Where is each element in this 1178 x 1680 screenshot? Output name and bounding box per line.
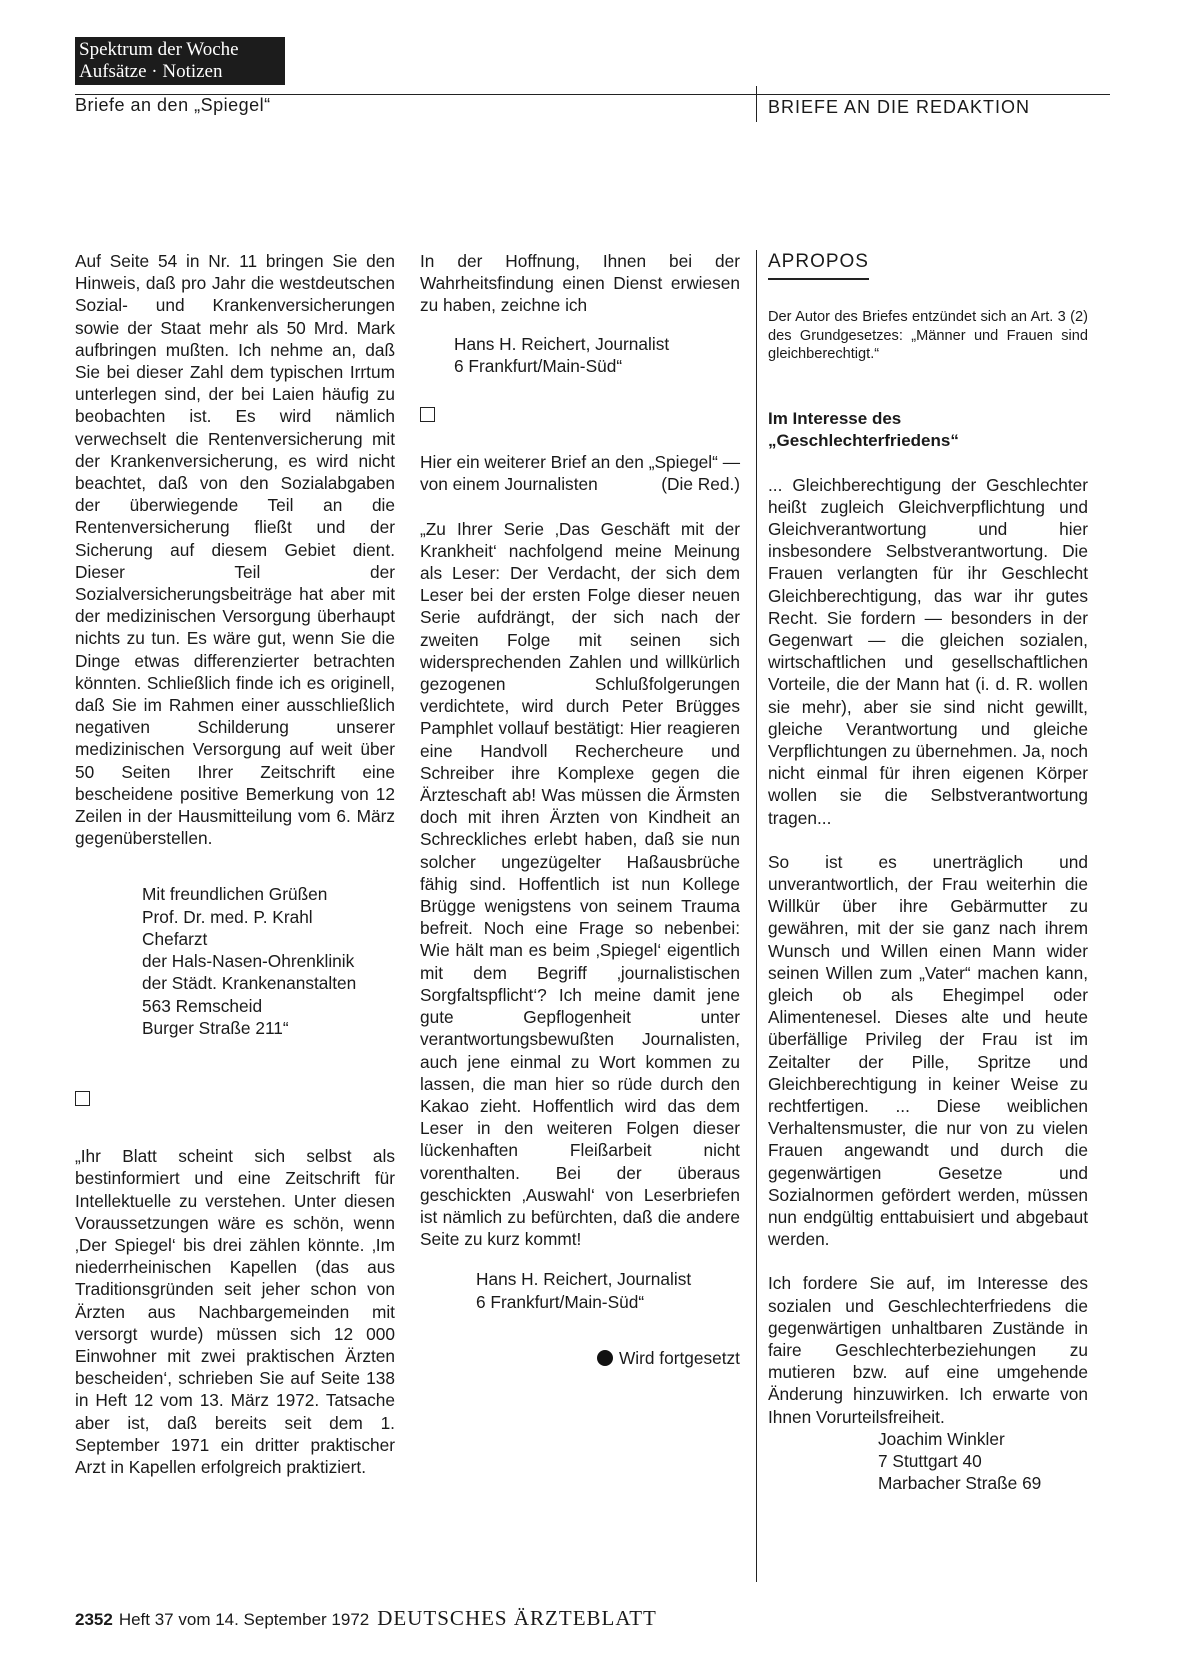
editor-intro xyxy=(420,451,740,495)
signature-line: 7 Stuttgart 40 xyxy=(878,1451,982,1472)
article-heading xyxy=(768,408,1088,452)
letter-1-body: Auf Seite 54 in Nr. 11 bringen Sie den Hinweis, daß pro Jahr die westdeutschen Sozial- und Krankenversicherungen sowie der Staat mehr als 50 Mrd. Mark aufbringen mußten. Ich nehme an, daß Sie bei dieser Zahl dem typischen Irrtum unterlegen sind, der bei Laien häufig zu beobachten ist. Es wird nämlich verwechselt die Rentenversicherung mit der Krankenversicherung, es wird nicht beachtet, daß von den Sozialabgaben der überwiegende Teil an die Rentenversicherung fließt und der Sicherung auf diesem Gebiet dient. Dieser Teil der Sozialversicherungsbeiträge hat aber mit der medizinischen Versorgung überhaupt nichts zu tun. Es wäre gut, wenn Sie die Dinge etwas differenzierter betrachten könnten. Schließlich finde ich es originell, daß Sie im Rahmen einer ausschließlich negativen Schilderung unserer medizinischen Versorgung auf weit über 50 Seiten Ihrer Zeitschrift eine bescheidene positive Bemerkung von 12 Zeilen in der Hausmitteilung vom 6. März gegenüberstellen. xyxy=(75,251,395,849)
page-footer xyxy=(75,1606,657,1631)
journal-brand: DEUTSCHES ÄRZTEBLATT xyxy=(377,1606,657,1630)
header-column-divider xyxy=(756,86,757,122)
separator-box xyxy=(420,407,435,422)
apropos-text: Der Autor des Briefes entzündet sich an Art. 3 (2) des Grundgesetzes: „Männer und Frauen sind gleichberechtigt.“ xyxy=(768,309,1088,362)
continued-label: Wird fortgesetzt xyxy=(618,1347,740,1368)
issue-info: Heft 37 vom 14. September 1972 xyxy=(118,1610,370,1629)
editor-intro-red: (Die Red.) xyxy=(661,474,740,495)
signature-line: Hans H. Reichert, Journalist xyxy=(476,1269,692,1290)
signature-line: der Städt. Krankenanstalten xyxy=(142,973,357,994)
bullet-dot-icon xyxy=(597,1350,613,1366)
letter-2-body: „Ihr Blatt scheint sich selbst als bestinformiert und eine Zeitschrift für Intellektuelle zu verstehen. Unter diesen Voraussetzungen wäre es schön, wenn ‚Der Spiegel‘ bis drei zählen könnte. ‚Im niederrheinischen Kapellen (das aus Traditionsgründen seit jeher schon von Ärzten aus Nachbargemeinden mit versorgt wurde) müssen sich 12 000 Einwohner mit zwei praktischen Ärzten bescheiden‘, schrieben Sie auf Seite 138 in Heft 12 vom 13. März 1972. Tatsache aber ist, daß bereits seit dem 1. September 1971 ein dritter praktischer Arzt in Kapellen erfolgreich praktiziert. xyxy=(75,1146,395,1477)
separator-box xyxy=(75,1091,90,1106)
section-tag-line1: Spektrum der Woche xyxy=(79,39,239,60)
letter-1-signature xyxy=(75,883,395,1038)
editor-intro-text: Hier ein weiterer Brief an den „Spiegel“ — von einem Journalisten xyxy=(420,452,740,495)
signature-line: Hans H. Reichert, Journalist xyxy=(454,333,670,354)
signature-line: 6 Frankfurt/Main-Süd“ xyxy=(454,355,623,376)
letter-2-signature xyxy=(420,333,740,377)
signature-line: Chefarzt xyxy=(142,928,208,949)
article-heading-line1: Im Interesse des xyxy=(768,408,902,428)
signature-line: Marbacher Straße 69 xyxy=(878,1473,1042,1494)
article-paragraph-1: ... Gleichberechtigung der Geschlechter heißt zugleich Gleichverpflichtung und Gleichverantwortung und hier insbesondere Selbstverantwortung. Die Frauen verlangten für ihr Geschlecht Gleichberechtigung, das war ihr gutes Recht. Sie fordern — besonders in der Gegenwart — die gleichen sozialen, wirtschaftlichen und gesellschaftlichen Vorteile, die der Mann hat (i. d. R. wollen sie mehr), aber sie sind nicht gewillt, gleiche Verantwortung und gleiche Verpflichtungen zu übernehmen. Ja, noch nicht einmal für ihren eigenen Körper wollen sie die Selbstverantwortung tragen... xyxy=(768,474,1088,828)
apropos-title: APROPOS xyxy=(768,250,869,280)
article-paragraph-3: Ich fordere Sie auf, im Interesse des sozialen und Geschlechterfriedens die gegenwärtigen unhaltbaren Zustände in faire Geschlechterbeziehungen zu mutieren bzw. auf eine umgehende Änderung hinzuwirken. Ich erwarte von Ihnen Vorurteilsfreiheit. xyxy=(768,1273,1088,1427)
signature-line: Burger Straße 211“ xyxy=(142,1017,289,1038)
signature-line: Joachim Winkler xyxy=(878,1428,1005,1449)
signature-line: 6 Frankfurt/Main-Süd“ xyxy=(476,1291,645,1312)
continued-note xyxy=(420,1347,740,1369)
column-2 xyxy=(420,250,740,1369)
signature-line: der Hals-Nasen-Ohrenklinik xyxy=(142,951,355,972)
signature-line: Mit freundlichen Grüßen xyxy=(142,884,328,905)
section-heading-right: BRIEFE AN DIE REDAKTION xyxy=(768,97,1031,117)
signature-line: Prof. Dr. med. P. Krahl xyxy=(142,906,313,927)
letter-3-body: „Zu Ihrer Serie ‚Das Geschäft mit der Krankheit‘ nachfolgend meine Meinung als Leser: Der Verdacht, der sich dem Leser bei der ersten Folge dieser neuen Serie aufdrängt, der sich nach der zweiten Folge mit seinen sich widersprechenden Zahlen und willkürlich gezogenen Schlußfolgerungen verdichtete, wird durch Peter Brügges Pamphlet vollauf bestätigt: Hier reagieren eine Handvoll Rechercheure und Schreiber ihre Komplexe gegen die Ärzteschaft ab! Was müssen die Ärmsten doch mit ihren Ärzten von Kindheit an Schreckliches erlebt haben, daß sie nun solcher ungezügelter Haßausbrüche fähig sind. Hoffentlich ist nun Kollege Brügge wenigstens von seinem Trauma befreit. Noch eine Frage so nebenbei: Wie hält man es beim ‚Spiegel‘ eigentlich mit dem Begriff ‚journalistischen Sorgfaltspflicht‘? Ich meine damit jene gute Gepflogenheit unter verantwortungsbewußten Journalisten, auch jene einmal zu Wort kommen zu lassen, die man hier so rüde durch den Kakao zieht. Hoffentlich wird das dem Leser in den weiteren Folgen dieser lückenhaften Fleißarbeit nicht vorenthalten. Bei der überaus geschickten ‚Auswahl‘ von Leserbriefen ist nämlich zu befürchten, daß die andere Seite zu kurz kommt! xyxy=(420,518,740,1250)
section-tag xyxy=(75,37,285,85)
section-heading-left: Briefe an den „Spiegel“ xyxy=(75,95,271,115)
article-paragraph-2: So ist es unerträglich und unverantwortlich, der Frau weiterhin die Willkür über ihre Gebärmutter zu gewähren, mit der sie ganz nach ihrem Wunsch und Willen einen Mann wider seinen Willen zum „Vater“ machen kann, gleich ob als Ehegimpel oder Alimentenesel. Dieses alte und heute überfällige Privileg der Frau ist im Zeitalter der Pille, Spritze und Gleichberechtigung in keiner Weise zu rechtfertigen. ... Diese weiblichen Verhaltensmuster, die nur von zu vielen Frauen angewandt und durch die gegenwärtigen Gesetze und Sozialnormen gefördert werden, müssen nun endgültig enttabuisiert und abgebaut werden. xyxy=(768,851,1088,1250)
column-3 xyxy=(768,250,1088,1494)
letter-2-closing: In der Hoffnung, Ihnen bei der Wahrheitsfindung einen Dienst erwiesen zu haben, zeichne ich xyxy=(420,251,740,316)
article-heading-line2: „Geschlechterfriedens“ xyxy=(768,430,959,450)
page-number: 2352 xyxy=(75,1610,113,1629)
column-divider xyxy=(756,250,757,1582)
signature-line: 563 Remscheid xyxy=(142,995,263,1016)
column-1 xyxy=(75,250,395,1478)
letter-3-signature xyxy=(420,1268,740,1312)
article-signature xyxy=(768,1428,1088,1495)
section-tag-line2: Aufsätze · Notizen xyxy=(79,61,223,82)
